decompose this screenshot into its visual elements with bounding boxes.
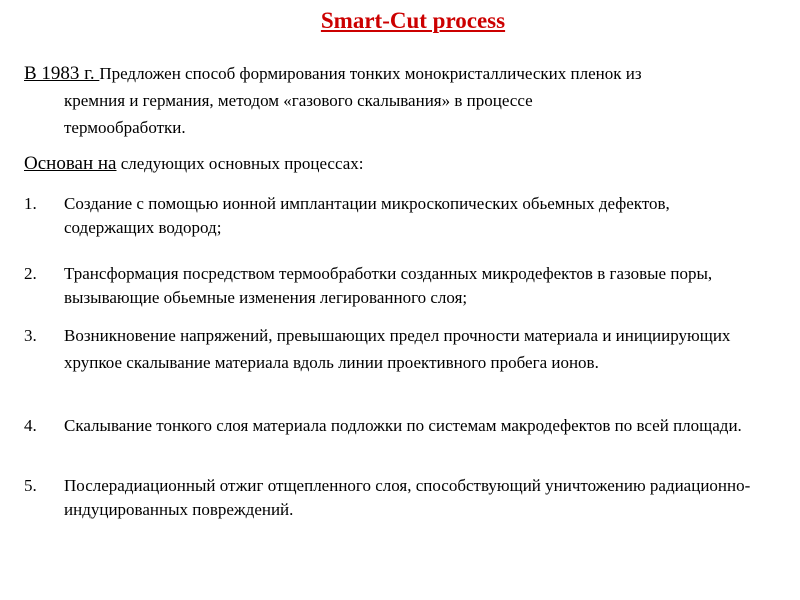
list-item-text: Трансформация посредством термообработки созданных микродефектов в газовые поры, вызывающие обьемные изменения легированного слоя;: [64, 264, 713, 307]
list-item-number: 3.: [24, 326, 37, 345]
intro-text-line2: кремния и германия, методом «газового скалывания» в процессе: [64, 91, 533, 110]
list-item-text: Создание с помощью ионной имплантации микроскопических обьемных дефектов, содержащих водород;: [64, 194, 670, 237]
list-item-number: 5.: [24, 476, 37, 495]
intro-text-line3: термообработки.: [64, 118, 186, 137]
list-item-text: Скалывание тонкого слоя материала подложки по системам макродефектов по всей площади.: [64, 416, 742, 435]
intro-text-line1: Предложен способ формирования тонких монокристаллических пленок из: [99, 64, 642, 83]
page-title: Smart-Cut process: [320, 8, 506, 33]
based-on-text: следующих основных процессах:: [116, 154, 364, 173]
list-item-number: 2.: [24, 264, 37, 283]
list-item-number: 1.: [24, 194, 37, 213]
list-item-number: 4.: [24, 416, 37, 435]
list-item: [24, 322, 784, 376]
list-item: [24, 262, 784, 310]
list-item-text: Возникновение напряжений, превышающих предел прочности материала и инициирующих хрупкое скалывание материала вдоль линии проективного пробега ионов.: [64, 326, 731, 372]
list-item: [24, 192, 784, 240]
list-item: [24, 474, 784, 522]
list-item: [24, 414, 784, 438]
intro-lead-year: В 1983 г.: [24, 63, 100, 84]
list-item-text: Послерадиационный отжиг отщепленного слоя, способствующий уничтожению радиационно-индуцированных повреждений.: [64, 476, 751, 519]
based-on-lead: Основан на: [24, 153, 117, 174]
intro-paragraph: [24, 60, 774, 141]
based-on-paragraph: [24, 150, 774, 177]
